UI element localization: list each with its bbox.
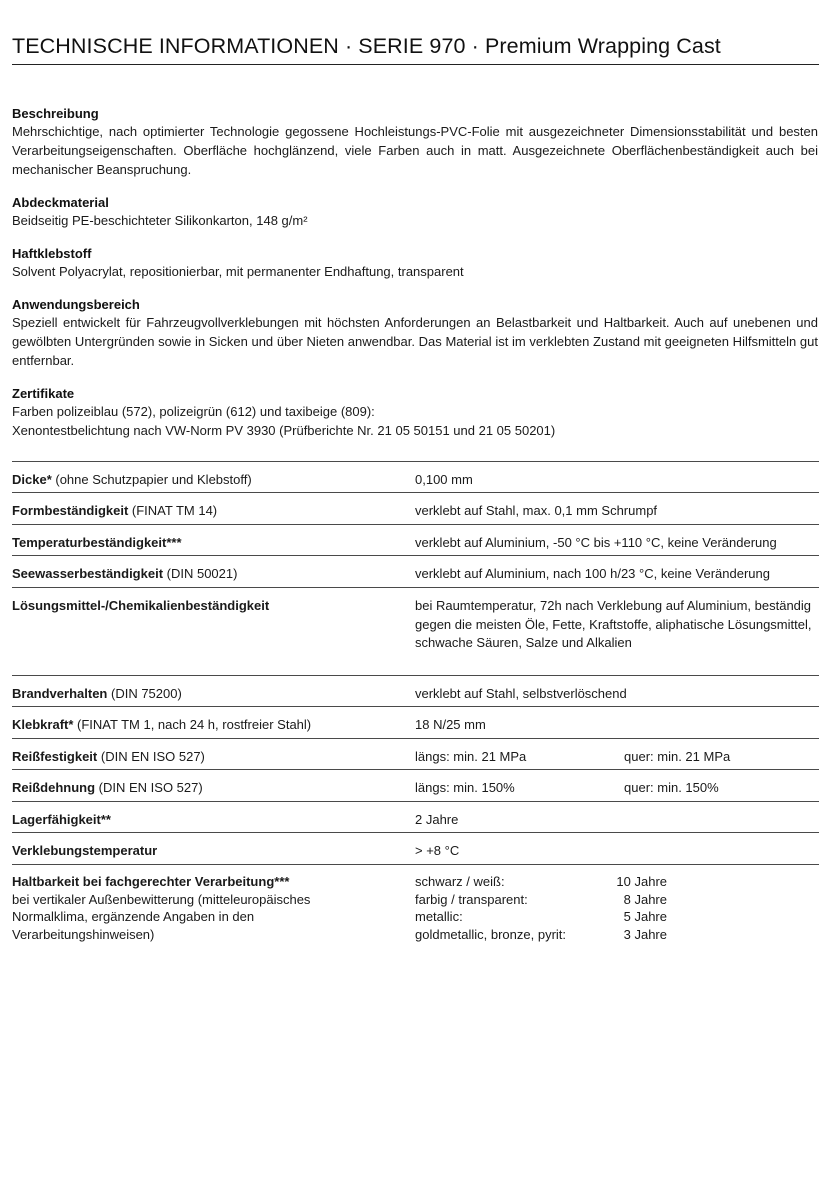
spec-value: verklebt auf Aluminium, nach 100 h/23 °C, keine Veränderung xyxy=(415,566,770,581)
spec-value: 2 Jahre xyxy=(415,812,459,827)
spec-label: Reißdehnung (DIN EN ISO 527) xyxy=(12,780,203,795)
spec-row-haltbarkeit xyxy=(12,864,819,955)
section-haftklebstoff xyxy=(12,246,818,281)
spec-row-verklebungstemperatur xyxy=(12,832,819,864)
spec-label: Seewasserbeständigkeit (DIN 50021) xyxy=(12,566,238,581)
spec-value: bei Raumtemperatur, 72h nach Verklebung auf Aluminium, beständig gegen die meisten Öle, Fette, Kraftstoffe, aliphatische Lösungsmittel, schwache Säuren, Salze und Alkalien xyxy=(415,598,812,650)
certificate-line: Xenontestbelichtung nach VW-Norm PV 3930 (Prüfberichte Nr. 21 05 50151 und 21 05 50201) xyxy=(12,423,556,438)
section-heading: Haftklebstoff xyxy=(12,246,92,261)
spec-row-brandverhalten xyxy=(12,675,819,707)
spec-value: verklebt auf Stahl, max. 0,1 mm Schrumpf xyxy=(415,503,658,518)
spec-row-klebkraft xyxy=(12,706,819,738)
spec-value: verklebt auf Stahl, selbstverlöschend xyxy=(415,686,627,701)
spec-label: Brandverhalten (DIN 75200) xyxy=(12,686,182,701)
section-anwendungsbereich xyxy=(12,297,818,370)
spec-value-laengs: längs: min. 21 MPa xyxy=(415,749,527,764)
spec-label: Temperaturbeständigkeit*** xyxy=(12,535,182,550)
spec-label: Haltbarkeit bei fachgerechter Verarbeitung*** bei vertikaler Außenbewitterung (mitteleuropäisches Normalklima, ergänzende Angaben in den Verarbeitungshinweisen) xyxy=(12,874,311,943)
spec-row-temperaturbestaendigkeit xyxy=(12,524,819,556)
spec-value-quer: quer: min. 150% xyxy=(624,780,719,795)
spec-value-laengs: längs: min. 150% xyxy=(415,780,515,795)
spec-row-seewasserbestaendigkeit xyxy=(12,555,819,587)
spec-row-reissfestigkeit xyxy=(12,738,819,770)
spec-label: Formbeständigkeit (FINAT TM 14) xyxy=(12,503,218,518)
spec-value: 18 N/25 mm xyxy=(415,717,486,732)
section-beschreibung xyxy=(12,106,818,179)
page-title: TECHNISCHE INFORMATIONEN · SERIE 970 · Premium Wrapping Cast xyxy=(12,34,721,58)
spec-label: Verklebungstemperatur xyxy=(12,843,158,858)
durability-item: metallic: 5 Jahre xyxy=(415,909,667,925)
durability-item: goldmetallic, bronze, pyrit: 3 Jahre xyxy=(415,927,667,943)
spec-label: Dicke* (ohne Schutzpapier und Klebstoff) xyxy=(12,472,252,487)
section-abdeckmaterial xyxy=(12,195,818,230)
spec-row-dicke xyxy=(12,461,819,493)
spec-row-chemikalienbestaendigkeit xyxy=(12,587,819,676)
spec-row-reissdehnung xyxy=(12,769,819,801)
spec-value: > +8 °C xyxy=(415,843,460,858)
spec-value: 0,100 mm xyxy=(415,472,473,487)
section-heading: Anwendungsbereich xyxy=(12,297,140,312)
spec-value-quer: quer: min. 21 MPa xyxy=(624,749,731,764)
section-text: Beidseitig PE-beschichteter Silikonkarton, 148 g/m² xyxy=(12,213,308,228)
spec-row-formbestaendigkeit xyxy=(12,492,819,524)
title-divider xyxy=(12,64,819,65)
spec-label: Reißfestigkeit (DIN EN ISO 527) xyxy=(12,749,205,764)
spec-value: verklebt auf Aluminium, -50 °C bis +110 °C, keine Veränderung xyxy=(415,535,777,550)
spec-label: Lagerfähigkeit** xyxy=(12,812,111,827)
section-heading: Beschreibung xyxy=(12,106,99,121)
section-zertifikate xyxy=(12,386,818,440)
durability-list xyxy=(415,873,675,944)
section-text: Speziell entwickelt für Fahrzeugvollverklebungen mit höchsten Anforderungen an Belastbarkeit und Haltbarkeit. Auch auf unebenen und gewölbten Untergründen sowie in Sicken und über Nieten anwendbar. Das Material ist im verklebten Zustand mit geeigneten Hilfsmitteln gut entfernbar. xyxy=(12,315,818,368)
section-heading: Zertifikate xyxy=(12,386,75,401)
durability-item: schwarz / weiß: 10 Jahre xyxy=(415,874,667,889)
section-text: Solvent Polyacrylat, repositionierbar, mit permanenter Endhaftung, transparent xyxy=(12,264,464,279)
spec-label: Klebkraft* (FINAT TM 1, nach 24 h, rostfreier Stahl) xyxy=(12,717,312,732)
spec-row-lagerfaehigkeit xyxy=(12,801,819,833)
section-heading: Abdeckmaterial xyxy=(12,195,109,210)
spec-label: Lösungsmittel-/Chemikalienbeständigkeit xyxy=(12,598,270,613)
certificate-line: Farben polizeiblau (572), polizeigrün (612) und taxibeige (809): xyxy=(12,404,375,419)
durability-item: farbig / transparent: 8 Jahre xyxy=(415,891,667,907)
section-text: Mehrschichtige, nach optimierter Technologie gegossene Hochleistungs-PVC-Folie mit ausgezeichneter Dimensionsstabilität und besten Verarbeitungseigenschaften. Oberfläche hochglänzend, viele Farben auch in matt. Ausgezeichnete Oberflächenbeständigkeit auch bei mechanischer Beanspruchung. xyxy=(12,124,818,177)
